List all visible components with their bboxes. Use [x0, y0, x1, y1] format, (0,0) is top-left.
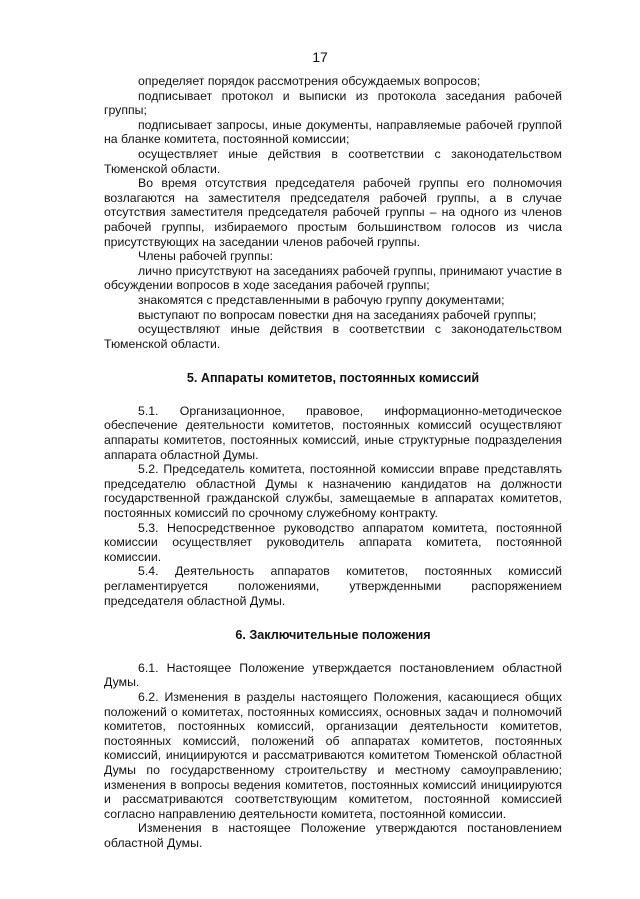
paragraph: Во время отсутствия председателя рабочей группы его полномочия возлагаются на заместителя председателя рабочей группы, а в случае отсутствия заместителя председателя рабочей группы – на одного из членов рабочей группы, избираемого простым большинством голосов из числа присутствующих на заседании членов рабочей группы. [104, 176, 562, 249]
page-number: 17 [312, 49, 328, 65]
paragraph: 6.2. Изменения в разделы настоящего Положения, касающиеся общих положений о комитетах, постоянных комиссиях, основных задач и полномочий комитетов, постоянных комиссий, организации деятельности комитетов, постоянных комиссий, положений об аппаратах комитетов, постоянных комиссий, инициируются и рассматриваются комитетом Тюменской областной Думы по государственному строительству и местному самоуправлению; изменения в вопросы ведения комитетов, постоянных комиссий инициируются и рассматриваются соответствующим комитетом, постоянной комиссией согласно направлению деятельности комитета, постоянной комиссии. [104, 689, 562, 821]
paragraph: определяет порядок рассмотрения обсуждаемых вопросов; [138, 74, 481, 88]
paragraph: выступают по вопросам повестки дня на заседаниях рабочей группы; [138, 307, 537, 322]
section-heading-6: 6. Заключительные положения [235, 628, 431, 643]
section-heading-5: 5. Аппараты комитетов, постоянных комиссий [186, 371, 480, 386]
paragraph: Члены рабочей группы: [138, 249, 273, 264]
paragraph: лично присутствуют на заседаниях рабочей группы, принимают участие в обсуждении вопросов в ходе заседания рабочей группы; [104, 263, 562, 293]
paragraph: 5.1. Организационное, правовое, информационно-методическое обеспечение деятельности комитетов, постоянных комиссий осуществляют аппараты комитетов, постоянных комиссий, иные структурные подразделения аппарата областной Думы. [104, 403, 562, 462]
paragraph: осуществляет иные действия в соответствии с законодательством Тюменской области. [104, 146, 562, 176]
document-body [104, 74, 562, 851]
paragraph: осуществляют иные действия в соответствии с законодательством Тюменской области. [104, 322, 562, 351]
paragraph: знакомятся с представленными в рабочую группу документами; [138, 292, 505, 307]
paragraph: Изменения в настоящее Положение утверждаются постановлением областной Думы. [104, 821, 562, 850]
paragraph: подписывает протокол и выписки из протокола заседания рабочей группы; [104, 88, 562, 118]
paragraph: 5.4. Деятельность аппаратов комитетов, постоянных комиссий регламентируется положениями, утвержденными распоряжением председателя областной Думы. [104, 564, 562, 608]
paragraph: 5.2. Председатель комитета, постоянной комиссии вправе представлять председателю областной Думы к назначению кандидатов на должности государственной гражданской службы, замещаемые в аппаратах комитетов, постоянных комиссий по срочному служебному контракту. [104, 462, 562, 521]
paragraph: 5.3. Непосредственное руководство аппаратом комитета, постоянной комиссии осуществляет руководитель аппарата комитета, постоянной комиссии. [104, 520, 562, 564]
paragraph: подписывает запросы, иные документы, направляемые рабочей группой на бланке комитета, постоянной комиссии; [104, 117, 562, 147]
paragraph: 6.1. Настоящее Положение утверждается постановлением областной Думы. [104, 660, 562, 690]
